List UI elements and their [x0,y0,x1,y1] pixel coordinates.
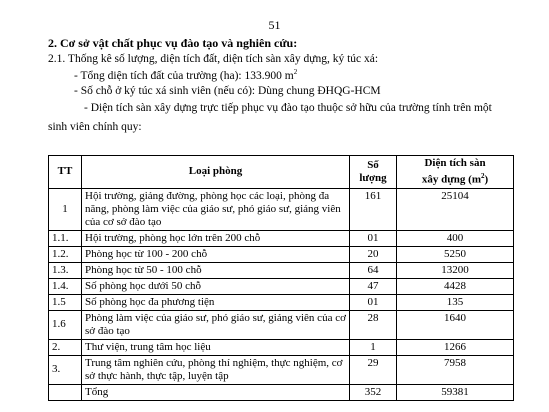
row-area: 5250 [397,246,514,262]
subsection-heading: 2.1. Thống kê số lượng, diện tích đất, diện tích sàn xây dựng, ký túc xá: [48,53,379,65]
header-quantity-l1: Số [367,158,379,171]
row-qty: 01 [350,230,397,246]
row-tt: 2. [49,339,82,355]
table-header-row [49,156,514,189]
bullet-land-text: - Tổng diện tích đất của trường (ha): 133.900 m [74,69,294,82]
row-area: 7958 [397,355,514,384]
row-name: Phòng học từ 50 - 100 chỗ [82,262,350,278]
row-name: Tổng [82,384,350,400]
row-tt [49,384,82,400]
row-name: Hội trường, phòng học lớn trên 200 chỗ [82,230,350,246]
row-area: 13200 [397,262,514,278]
row-qty: 161 [350,188,397,230]
row-area: 25104 [397,188,514,230]
table-row [49,278,514,294]
bullet-dorm: - Số chỗ ở ký túc xá sinh viên (nếu có): Dùng chung ĐHQG-HCM [74,85,381,97]
row-area: 1640 [397,310,514,339]
row-qty: 20 [350,246,397,262]
row-qty: 1 [350,339,397,355]
row-name: Hội trường, giảng đường, phòng học các loại, phòng đa năng, phòng làm việc của giáo sư, phó giáo sư, giảng viên của cơ sở đào tạo [82,188,350,230]
row-qty: 28 [350,310,397,339]
header-quantity-l2: lượng [359,171,387,184]
table-row [49,262,514,278]
header-area-l1: Diện tích sàn [424,157,486,169]
row-tt: 1.3. [49,262,82,278]
row-name: Số phòng học dưới 50 chỗ [82,278,350,294]
row-area: 1266 [397,339,514,355]
table-row [49,384,514,400]
row-area: 400 [397,230,514,246]
header-area-l2: xây dựng (m [421,173,481,186]
table-row [49,294,514,310]
row-area: 4428 [397,278,514,294]
header-area-sup: 2 [481,172,485,180]
table-body [49,188,514,400]
row-tt: 3. [49,355,82,384]
paragraph-line-2: sinh viên chính quy: [48,121,142,133]
row-area: 135 [397,294,514,310]
header-tt: TT [49,156,82,189]
table-row [49,355,514,384]
paragraph-line-1: - Diện tích sàn xây dựng trực tiếp phục vụ đào tạo thuộc sở hữu của trường tính trên một [84,102,492,114]
row-area: 59381 [397,384,514,400]
table-row [49,246,514,262]
bullet-land-area [74,68,297,82]
row-name: Trung tâm nghiên cứu, phòng thí nghiệm, thực nghiệm, cơ sở thực hành, thực tập, luyện tập [82,355,350,384]
row-tt: 1.1. [49,230,82,246]
table-row [49,310,514,339]
table-row [49,230,514,246]
header-area-end: ) [484,173,489,186]
row-name: Phòng học từ 100 - 200 chỗ [82,246,350,262]
row-qty: 29 [350,355,397,384]
row-tt: 1.6 [49,310,82,339]
header-room-type: Loại phòng [82,156,350,189]
row-tt: 1 [49,188,82,230]
row-tt: 1.4. [49,278,82,294]
row-name: Số phòng học đa phương tiện [82,294,350,310]
row-qty: 352 [350,384,397,400]
page-number: 51 [268,18,281,32]
header-area [397,156,514,189]
row-qty: 01 [350,294,397,310]
section-heading: 2. Cơ sở vật chất phục vụ đào tạo và nghiên cứu: [48,36,298,50]
table-row [49,188,514,230]
row-name: Thư viện, trung tâm học liệu [82,339,350,355]
row-qty: 47 [350,278,397,294]
row-qty: 64 [350,262,397,278]
table-row [49,339,514,355]
row-tt: 1.2. [49,246,82,262]
bullet-land-sup: 2 [293,68,298,76]
facility-table [48,155,514,401]
row-tt: 1.5 [49,294,82,310]
header-quantity [350,156,397,189]
row-name: Phòng làm việc của giáo sư, phó giáo sư, giảng viên của cơ sở đào tạo [82,310,350,339]
